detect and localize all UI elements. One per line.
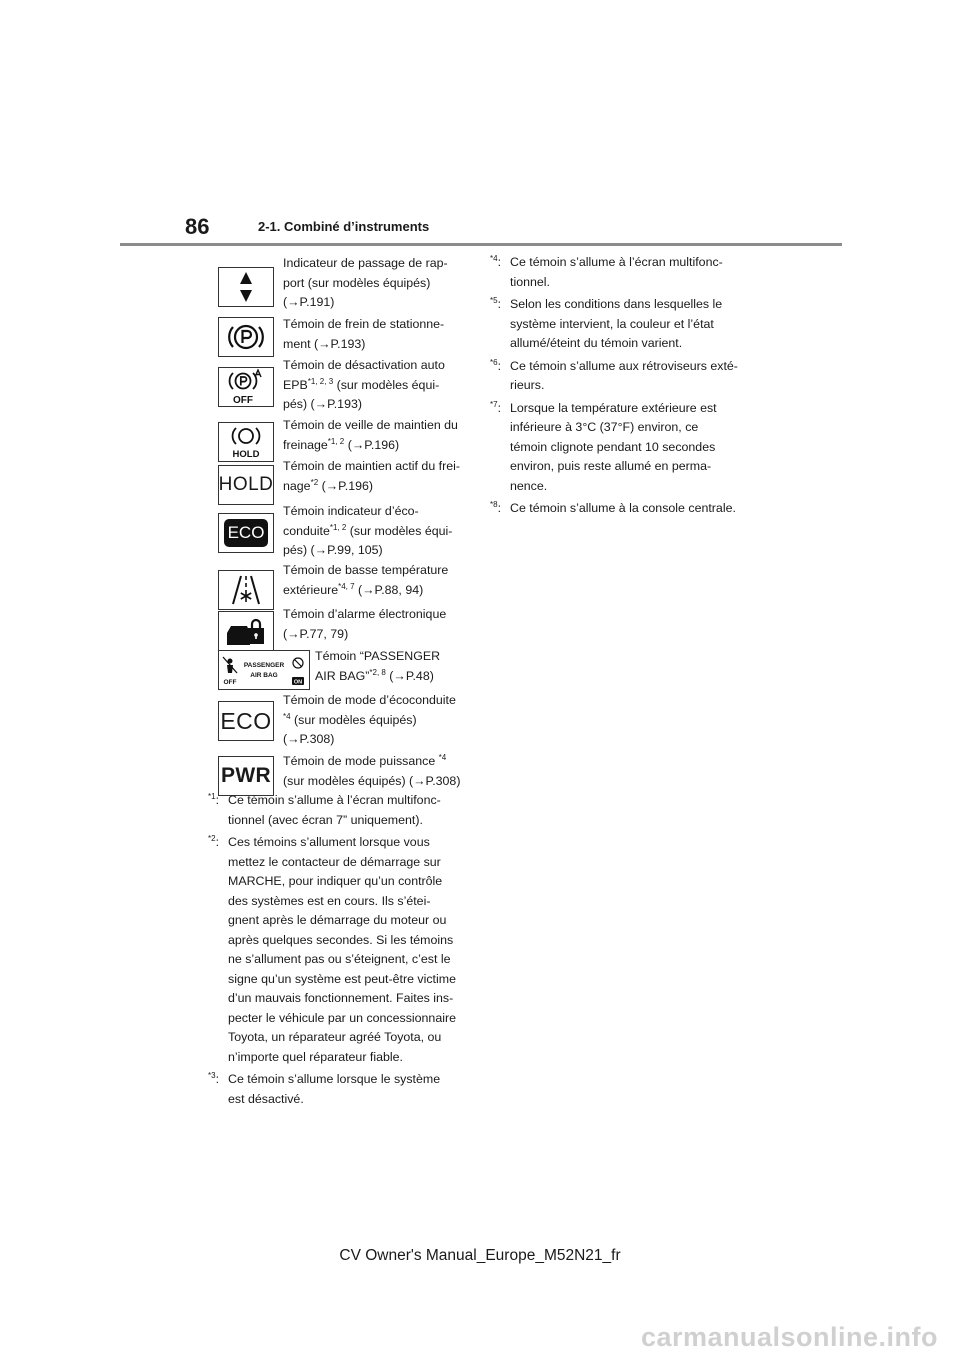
footnote: $^{*6}$: Ce témoin s’allume aux rétroviseurs exté- rieurs. xyxy=(490,357,738,392)
footnote: $^{*4}$: Ce témoin s’allume à l’écran multifonc- tionnel. xyxy=(490,253,723,289)
indicator-description: Témoin de basse température extérieure$^{*4, 7}$ (→P.88, 94) xyxy=(283,563,449,597)
indicator-row xyxy=(218,752,478,796)
page-number: 86 xyxy=(185,214,210,239)
footnotes-left xyxy=(208,791,476,1112)
security-alarm-icon xyxy=(218,611,274,651)
indicator-row xyxy=(218,561,478,605)
footnote: $^{*2}$: Ces témoins s’allument lorsque vous mettez le contacteur de démarrage sur MARCHE, pour indiquer qu’un contrôle des systèmes est en cours. Ils s’étei- gnent après le démarrage du moteur ou après quelques secondes. Si les témoins ne s’allument pas ou s’éteignent, c’est le signe qu’un système est peut-être victime d’un mauvais fonctionnement. Faites ins- pecter le véhicule par un concessionnaire Toyota, un réparateur agréé Toyota, ou n’importe quel réparateur fiable. xyxy=(208,833,456,1064)
indicator-row xyxy=(218,254,478,315)
indicator-row xyxy=(218,416,478,457)
epb-off-label: OFF xyxy=(233,395,253,405)
air-bag-label: AIR BAG xyxy=(250,672,278,679)
manual-footer: CV Owner's Manual_Europe_M52N21_fr xyxy=(339,1247,621,1264)
indicator-row xyxy=(218,315,478,356)
passenger-label: PASSENGER xyxy=(243,662,285,669)
passenger-on-label: ON xyxy=(293,679,303,686)
eco-mode-icon xyxy=(218,701,274,741)
indicator-list xyxy=(218,254,478,796)
footnote: $^{*1}$: Ce témoin s’allume à l’écran multifonc- tionnel (avec écran 7” uniquement). xyxy=(208,791,441,827)
eco-mode-label: ECO xyxy=(220,707,272,734)
indicator-description: Témoin de mode puissance $^{*4}$ (sur modèles équipés) (→P.308) xyxy=(283,752,461,788)
indicator-description: Témoin indicateur d’éco- conduite$^{*1, 2}$ (sur modèles équi- pés) (→P.99, 105) xyxy=(283,504,453,557)
footnote: $^{*5}$: Selon les conditions dans lesquelles le système intervient, la couleur et l’état allumé/éteint du témoin varient. xyxy=(490,295,723,350)
parking-brake-icon xyxy=(218,317,274,357)
indicator-description: Témoin de frein de stationne- ment (→P.193) xyxy=(283,317,445,351)
power-mode-icon xyxy=(218,756,274,796)
low-temperature-icon xyxy=(218,570,274,610)
indicator-description: Témoin de désactivation auto EPB$^{*1, 2, 3}$ (sur modèles équi- pés) (→P.193) xyxy=(283,358,445,411)
indicator-description: Témoin de mode d’écoconduite $^{*4}$ (sur modèles équipés) (→P.308) xyxy=(283,693,456,746)
eco-driving-icon xyxy=(218,513,274,553)
passenger-airbag-icon xyxy=(218,650,310,690)
gear-shift-indicator-icon xyxy=(218,267,274,307)
brake-hold-standby-icon xyxy=(218,422,274,462)
indicator-row xyxy=(218,457,478,502)
hold-active-label: HOLD xyxy=(218,474,274,495)
watermark[interactable]: carmanualsonline.info xyxy=(640,1322,938,1352)
brake-hold-active-icon xyxy=(218,465,274,505)
footnote: $^{*8}$: Ce témoin s’allume à la console centrale. xyxy=(490,499,736,515)
power-mode-label: PWR xyxy=(221,764,271,787)
indicator-description: Témoin de veille de maintien du freinage$^{*1, 2}$ (→P.196) xyxy=(283,418,458,452)
header-rule xyxy=(120,243,842,246)
indicator-description: Témoin d’alarme électronique (→P.77, 79) xyxy=(283,607,447,641)
eco-driving-label: ECO xyxy=(224,519,268,547)
indicator-row xyxy=(218,605,478,647)
indicator-row xyxy=(218,356,478,416)
indicator-description: Témoin de maintien actif du frei- nage$^{*2}$ (→P.196) xyxy=(283,459,460,493)
footnote: $^{*3}$: Ce témoin s’allume lorsque le système est désactivé. xyxy=(208,1070,441,1106)
indicator-row xyxy=(218,502,478,561)
passenger-off-label: OFF xyxy=(223,679,237,686)
indicator-description: Indicateur de passage de rap- port (sur modèles équipés) (→P.191) xyxy=(283,256,448,309)
indicator-row xyxy=(218,647,478,691)
section-title: 2-1. Combiné d’instruments xyxy=(258,219,430,234)
footnote: $^{*7}$: Lorsque la température extérieure est inférieure à 3°C (37°F) environ, ce témoin clignote pendant 10 secondes environ, puis reste allumé en perma- nence. xyxy=(490,399,717,493)
indicator-row xyxy=(218,691,478,752)
hold-label: HOLD xyxy=(232,449,260,459)
indicator-description: Témoin “PASSENGER AIR BAG”$^{*2, 8}$ (→P.48) xyxy=(315,649,441,683)
footnotes-right xyxy=(490,253,752,522)
epb-auto-off-icon xyxy=(218,367,274,407)
